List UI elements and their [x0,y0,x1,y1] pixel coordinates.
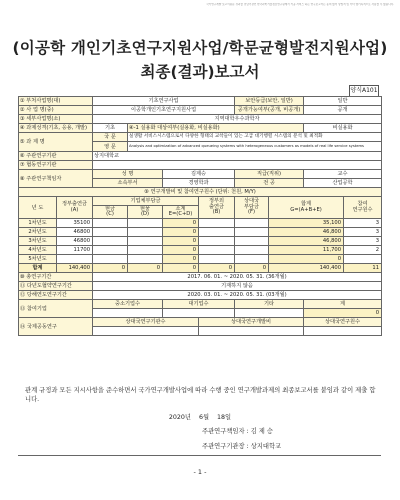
intl-researchers-header: 상대국연구원수 [304,318,382,327]
budget-subtotal-value: 0 [163,255,199,264]
intl-budget-header: 상대국연구개발비 [199,318,304,327]
budget-cash-value [93,219,128,228]
pi-dept-label: 소속부서 [93,179,163,188]
budget-subtotal-value: 0 [163,228,199,237]
multi-year-period-value: 기재하지 않음 [93,282,382,291]
principal-investigator-signature: 주관연구책임자 : 김 제 승 [202,428,273,435]
companies-other-header: 기타 [235,300,304,309]
budget-year-row [19,237,382,246]
companies-sme-value [93,309,163,318]
companies-total-header: 계 [304,300,382,309]
intl-institutions-value [93,327,199,336]
declaration-text: 관계 규정과 모든 지시사항을 준수하면서 국가연구개발사업에 따라 수행 중인 연구개발과제의 최종보고서를 붙임과 같이 제출 합니다. [25,387,376,403]
budget-gov-value: 35100 [57,219,93,228]
ministry-program-label: ① 부처사업명(대) [19,97,93,106]
report-title-program: (이공학 개인기초연구지원사업/학문균형발전지원사업) [12,39,388,57]
budget-sum-gov: 140,400 [57,264,93,273]
row-companies-header [19,300,382,309]
companies-sme-header: 중소기업수 [93,300,163,309]
budget-cash-value [93,237,128,246]
intl-label: ⑭ 국제공동연구 [19,318,93,336]
report-title: 최종(결과)보고서 [140,63,260,81]
budget-local-value [235,246,269,255]
budget-year-row [19,228,382,237]
budget-year-header: 년 도 [19,197,57,219]
header-note: 국가연구개발 보고서원문 성과물 전담기관인 한국과학기술정보연구원에서 가공·서비스 하는 연구보고서는 동의 없이 상업적 및 기타 영리목적으로 사용할 수 없습니다. [206,3,394,6]
budget-year-row [19,219,382,228]
budget-gov-header: 정부출연금 (A) [57,197,93,219]
budget-researchers-value: 3 [344,219,382,228]
budget-total-value: 35,100 [269,219,344,228]
program-name-value: 이공학개인기초연구지원사업 [93,106,235,115]
companies-total-value: 0 [304,309,382,318]
row-task-title-kor [19,133,382,142]
budget-local-value [235,219,269,228]
budget-cash-value [93,228,128,237]
budget-researchers-value: 3 [344,228,382,237]
disclosure-value: 공개 [304,106,382,115]
ministry-program-value: 기초연구사업 [93,97,235,106]
budget-cash-header: 현금 (C) [93,206,128,219]
intl-budget-value [199,327,304,336]
row-budget-title [19,188,382,197]
budget-year-label: 1차년도 [19,219,57,228]
pi-position-value: 교수 [304,170,382,179]
disclosure-label: 공개가능여부(공개, 비공개) [235,106,304,115]
current-year-period-label: ⑫ 당해연도연구기간 [19,291,93,300]
budget-researchers-value: 2 [344,246,382,255]
budget-title: ⑨ 연구개발비 및 참여연구원수 (단위: 천원, M/Y) [19,188,382,197]
budget-total-value: 0 [269,255,344,264]
pi-position-label: 직급(직위) [235,170,304,179]
budget-other-value [199,237,235,246]
budget-sum-row [19,264,382,273]
program-name-label: ② 사 업 명(중) [19,106,93,115]
budget-total-header: 합계 G=(A+B+E) [269,197,344,219]
budget-inkind-header: 현물 (D) [128,206,163,219]
coop-institution-label: ⑦ 협동연구기관 [19,161,93,170]
row-task-nature [19,124,382,133]
budget-corp-group-header: 기업체부담금 [93,197,199,206]
task-nature-value: 기초 [93,124,128,133]
lead-institution-label: ⑥ 주관연구기관 [19,152,93,161]
bottom-divider [18,455,381,456]
budget-inkind-value [128,219,163,228]
budget-cash-value [93,246,128,255]
budget-subtotal-header: 소계 E=(C+D) [163,206,199,219]
row-ministry-program [19,97,382,106]
task-title-kor-value: 실생활 서비스시스템으로서 다양한 형태의 교착들이 있는 고급 대기행렬 시스템의 분석 및 최적화 [128,133,382,142]
budget-local-value [235,228,269,237]
form-code-badge: 양식A101 [349,85,379,97]
pi-name-label: 성 명 [93,170,163,179]
budget-sum-total: 140,400 [269,264,344,273]
budget-year-label: 2차년도 [19,228,57,237]
budget-local-value [235,255,269,264]
pi-major-value: 산업공학 [304,179,382,188]
budget-total-value: 11,700 [269,246,344,255]
pi-dept-value: 경영학과 [163,179,235,188]
companies-large-value [163,309,235,318]
row-multi-year-period [19,282,382,291]
row-total-period [19,273,382,282]
task-title-eng-value: Analysis and optimization of advanced queueing systems with heterogeneous customers as models of real life service systems [128,142,382,152]
row-pi-name [19,170,382,179]
row-current-year-period [19,291,382,300]
sub-program-label: ③ 세부사업명(소) [19,115,93,124]
row-intl-header [19,318,382,327]
budget-sum-researchers: 11 [344,264,382,273]
pi-label: ⑧ 주관연구책임자 [19,170,93,188]
task-title-eng-label: 영 문 [93,142,128,152]
multi-year-period-label: ⑪ 다년도협약연구기간 [19,282,93,291]
institution-head-signature: 주관연구기관장 : 상지대학교 [202,443,282,450]
task-title-kor-label: 국 문 [93,133,128,142]
budget-sum-local: 0 [235,264,269,273]
budget-subtotal-value: 0 [163,237,199,246]
budget-subtotal-value: 0 [163,219,199,228]
row-budget-header-1 [19,197,382,206]
budget-year-label: 4차년도 [19,246,57,255]
budget-researchers-value: 3 [344,237,382,246]
budget-inkind-value [128,246,163,255]
current-year-period-value: 2020. 03. 01. ~ 2020. 05. 31. (03개월) [93,291,382,300]
budget-inkind-value [128,255,163,264]
budget-sum-inkind: 0 [128,264,163,273]
submission-date: 2020년 6월 18일 [168,414,232,421]
companies-other-value [235,309,304,318]
commercialization-value: 비실용화 [304,124,382,133]
budget-cash-value [93,255,128,264]
pi-name-value: 김제승 [163,170,235,179]
companies-label: ⑬ 참여기업 [19,300,93,318]
report-form-table [18,96,382,336]
intl-researchers-value [304,327,382,336]
total-period-value: 2017. 06. 01. ~ 2020. 05. 31. (36개월) [93,273,382,282]
budget-total-value: 46,800 [269,228,344,237]
commercialization-label: ④-1 실용화 대상여부(실용화, 비실용화) [128,124,304,133]
budget-other-value [199,255,235,264]
budget-other-value [199,246,235,255]
budget-researchers-value [344,255,382,264]
budget-gov-value: 46800 [57,237,93,246]
budget-sum-label: 합계 [19,264,57,273]
budget-gov-value: 11700 [57,246,93,255]
budget-year-label: 5차년도 [19,255,57,264]
pi-major-label: 전 공 [235,179,304,188]
page-number: - 1 - [193,468,207,476]
row-coop-institution [19,161,382,170]
task-nature-label: ④ 과제성격(기초, 응용, 개발) [19,124,93,133]
budget-gov-value: 46800 [57,228,93,237]
task-title-label: ⑤ 과 제 명 [19,133,93,152]
companies-large-header: 대기업수 [163,300,235,309]
intl-institutions-header: 상대국연구기관수 [93,318,199,327]
lead-institution-value: 상지대학교 [93,152,382,161]
row-program-name [19,106,382,115]
budget-local-value [235,237,269,246]
row-lead-institution [19,152,382,161]
budget-sum-subtotal: 0 [163,264,199,273]
budget-total-value: 46,800 [269,237,344,246]
budget-subtotal-value: 0 [163,246,199,255]
security-level-value: 일반 [304,97,382,106]
budget-local-header: 상대국 부담금 (F) [235,197,269,219]
coop-institution-value [93,161,382,170]
budget-year-row [19,246,382,255]
sub-program-value: 지역대학우수과학자 [93,115,382,124]
budget-gov-value [57,255,93,264]
budget-sum-cash: 0 [93,264,128,273]
budget-year-row [19,255,382,264]
budget-researchers-header: 참여 연구원수 [344,197,382,219]
security-level-label: 보안등급(보안, 일반) [235,97,304,106]
budget-other-header: 정부외 출연금 (B) [199,197,235,219]
budget-year-label: 3차년도 [19,237,57,246]
budget-other-value [199,219,235,228]
budget-inkind-value [128,237,163,246]
row-sub-program [19,115,382,124]
budget-inkind-value [128,228,163,237]
budget-other-value [199,228,235,237]
budget-sum-other: 0 [199,264,235,273]
total-period-label: ⑩ 총연구기간 [19,273,93,282]
